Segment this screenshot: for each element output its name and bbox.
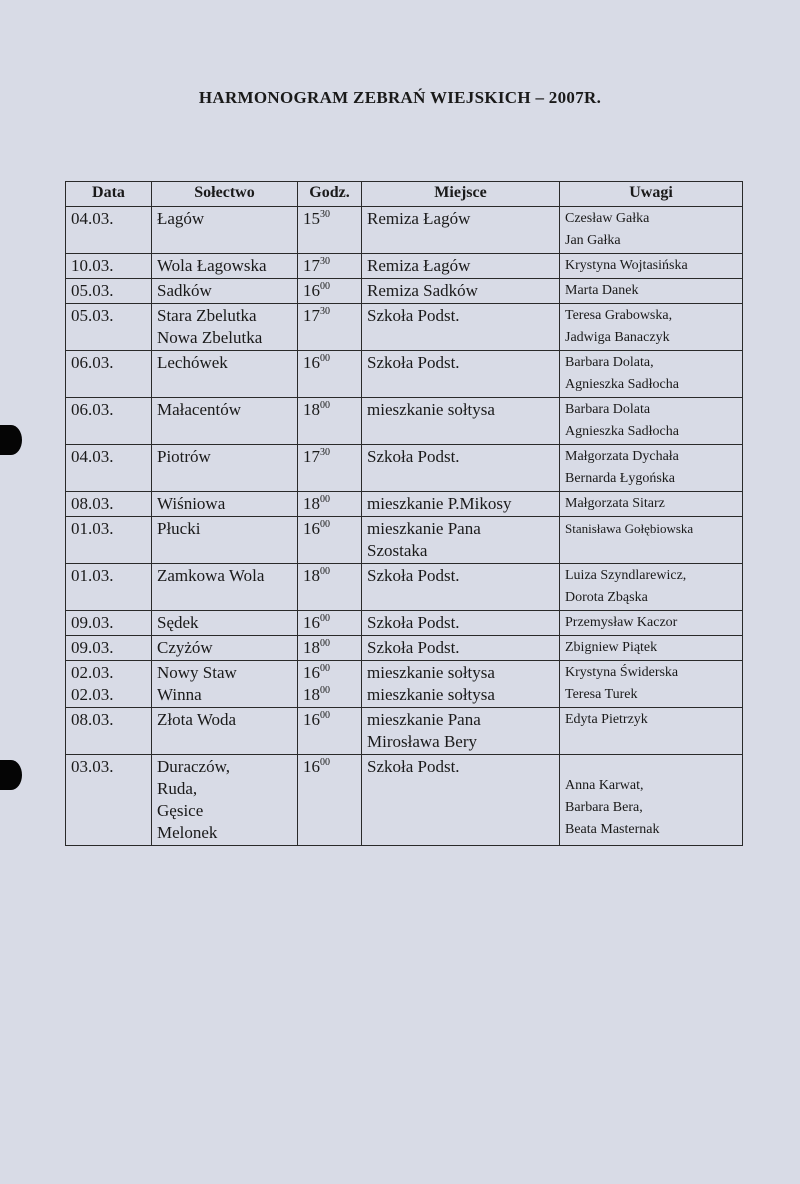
header-date: Data [66,182,152,207]
village-cell-line: Płucki [157,519,201,538]
notes-cell-line: Przemysław Kaczor [565,615,678,630]
meeting-schedule-table [65,181,743,846]
village-cell-line: Nowa Zbelutka [157,328,263,347]
village-cell-line: Duraczów, [157,757,230,776]
time-value: $18^{00}$ [303,638,330,657]
notes-cell-line: Barbara Dolata [565,402,651,417]
village-cell [152,207,298,254]
place-cell [362,207,560,254]
time-cell [298,517,362,564]
place-cell [362,304,560,351]
village-cell [152,279,298,304]
place-cell [362,708,560,755]
village-cell [152,304,298,351]
place-cell-line: Szkoła Podst. [367,613,460,632]
place-cell-line: Remiza Łagów [367,209,471,228]
date-cell-line: 08.03. [71,710,114,729]
time-value: $17^{30}$ [303,447,330,466]
time-cell [298,492,362,517]
date-cell [66,279,152,304]
notes-cell-line: Dorota Zbąska [565,590,648,605]
date-cell [66,611,152,636]
village-cell [152,351,298,398]
notes-cell-line: Bernarda Łygońska [565,471,676,486]
notes-cell-line: Małgorzata Sitarz [565,496,665,511]
village-cell-line: Melonek [157,823,218,842]
date-cell-line: 09.03. [71,638,114,657]
time-value: $16^{00}$ [303,613,330,632]
time-value: $18^{00}$ [303,566,330,585]
time-cell [298,564,362,611]
notes-cell [560,304,743,351]
place-cell-line: Szkoła Podst. [367,353,460,372]
notes-cell-line: Teresa Grabowska, [565,308,673,323]
village-cell [152,398,298,445]
date-cell-line: 01.03. [71,519,114,538]
notes-cell [560,492,743,517]
date-cell-line: 04.03. [71,209,114,228]
notes-cell-line: Anna Karwat, [565,778,644,793]
notes-cell-line: Stanisława Gołębiowska [565,521,694,536]
place-cell-line: Szostaka [367,541,428,560]
village-cell [152,611,298,636]
village-cell-line: Piotrów [157,447,211,466]
table-header-row [66,182,743,207]
table-row [66,351,743,398]
village-cell-line: Nowy Staw [157,663,237,682]
place-cell [362,661,560,708]
village-cell [152,661,298,708]
header-village: Sołectwo [152,182,298,207]
time-value: $16^{00}$ [303,757,330,776]
place-cell [362,351,560,398]
header-notes: Uwagi [560,182,743,207]
time-value: $17^{30}$ [303,306,330,325]
time-value: $18^{00}$ [303,494,330,513]
date-cell [66,564,152,611]
notes-cell-line: Jan Gałka [565,233,621,248]
time-cell [298,254,362,279]
village-cell-line: Sędek [157,613,199,632]
notes-cell-line: Agnieszka Sadłocha [565,377,679,392]
village-cell-line: Lechówek [157,353,228,372]
place-cell-line: Remiza Łagów [367,256,471,275]
notes-cell-line: Jadwiga Banaczyk [565,330,670,345]
date-cell [66,445,152,492]
place-cell [362,279,560,304]
place-cell-line: mieszkanie Pana [367,710,481,729]
notes-cell-line: Krystyna Wojtasińska [565,258,688,273]
place-cell [362,445,560,492]
table-row [66,517,743,564]
village-cell [152,755,298,846]
date-cell-line: 06.03. [71,353,114,372]
time-cell [298,304,362,351]
village-cell-line: Stara Zbelutka [157,306,257,325]
time-value: $18^{00}$ [303,685,330,704]
date-cell-line: 08.03. [71,494,114,513]
date-cell-line: 05.03. [71,281,114,300]
table-row [66,279,743,304]
village-cell-line: Gęsice [157,801,204,820]
village-cell [152,445,298,492]
document-title: HARMONOGRAM ZEBRAŃ WIEJSKICH – 2007R. [198,88,602,107]
notes-cell-line: Teresa Turek [565,687,638,702]
place-cell-line: Szkoła Podst. [367,306,460,325]
notes-cell [560,445,743,492]
date-cell-line: 10.03. [71,256,114,275]
village-cell [152,254,298,279]
village-cell-line: Zamkowa Wola [157,566,265,585]
place-cell-line: Remiza Sadków [367,281,478,300]
village-cell-line: Złota Woda [157,710,237,729]
notes-cell [560,636,743,661]
village-cell-line: Czyżów [157,638,213,657]
place-cell [362,517,560,564]
date-cell [66,254,152,279]
date-cell-line: 09.03. [71,613,114,632]
notes-cell [560,207,743,254]
table-row [66,708,743,755]
time-cell [298,351,362,398]
notes-cell [560,708,743,755]
date-cell [66,636,152,661]
notes-cell-line: Krystyna Świderska [565,665,679,680]
place-cell [362,398,560,445]
time-cell [298,207,362,254]
place-cell [362,492,560,517]
date-cell-line: 06.03. [71,400,114,419]
table-row [66,636,743,661]
header-time: Godz. [298,182,362,207]
time-cell [298,661,362,708]
date-cell-line: 05.03. [71,306,114,325]
time-value: $16^{00}$ [303,663,330,682]
notes-cell [560,254,743,279]
time-cell [298,708,362,755]
date-cell [66,661,152,708]
date-cell-line: 01.03. [71,566,114,585]
place-cell-line: mieszkanie sołtysa [367,663,495,682]
place-cell-line: Mirosława Bery [367,732,478,751]
time-cell [298,611,362,636]
place-cell [362,254,560,279]
village-cell [152,636,298,661]
village-cell-line: Wiśniowa [157,494,226,513]
village-cell-line: Łagów [157,209,205,228]
date-cell [66,398,152,445]
notes-cell-line: Zbigniew Piątek [565,640,658,655]
notes-cell-line: Beata Masternak [565,822,660,837]
date-cell [66,708,152,755]
village-cell-line: Sadków [157,281,212,300]
village-cell-line: Małacentów [157,400,242,419]
village-cell-line: Ruda, [157,779,198,798]
time-value: $15^{30}$ [303,209,330,228]
place-cell-line: mieszkanie sołtysa [367,685,495,704]
notes-cell-line: Marta Danek [565,283,639,298]
time-value: $16^{00}$ [303,353,330,372]
place-cell [362,564,560,611]
place-cell-line: mieszkanie sołtysa [367,400,495,419]
village-cell [152,492,298,517]
place-cell-line: Szkoła Podst. [367,757,460,776]
header-place: Miejsce [362,182,560,207]
date-cell [66,207,152,254]
notes-cell-line: Małgorzata Dychała [565,449,679,464]
date-cell [66,304,152,351]
notes-cell-line: Agnieszka Sadłocha [565,424,679,439]
time-cell [298,636,362,661]
time-cell [298,398,362,445]
notes-cell [560,755,743,846]
date-cell [66,351,152,398]
notes-cell [560,398,743,445]
notes-cell-line: Barbara Dolata, [565,355,654,370]
time-value: $16^{00}$ [303,519,330,538]
time-cell [298,755,362,846]
place-cell-line: Szkoła Podst. [367,447,460,466]
date-cell-line: 04.03. [71,447,114,466]
date-cell-line: 02.03. [71,685,114,704]
village-cell [152,564,298,611]
notes-cell [560,661,743,708]
table-row [66,207,743,254]
date-cell [66,517,152,564]
notes-cell [560,351,743,398]
table-row [66,564,743,611]
place-cell [362,636,560,661]
date-cell-line: 02.03. [71,663,114,682]
notes-cell-line: Luiza Szyndlarewicz, [565,568,687,583]
punch-hole [0,425,22,455]
village-cell-line: Wola Łagowska [157,256,267,275]
place-cell-line: mieszkanie P.Mikosy [367,494,512,513]
table-row [66,304,743,351]
place-cell-line: Szkoła Podst. [367,638,460,657]
village-cell-line: Winna [157,685,202,704]
place-cell [362,755,560,846]
place-cell [362,611,560,636]
time-cell [298,445,362,492]
village-cell [152,708,298,755]
notes-cell-line: Barbara Bera, [565,800,643,815]
time-cell [298,279,362,304]
notes-cell [560,279,743,304]
table-row [66,661,743,708]
date-cell-line: 03.03. [71,757,114,776]
date-cell [66,492,152,517]
village-cell [152,517,298,564]
table-row [66,398,743,445]
table-row [66,254,743,279]
notes-cell [560,564,743,611]
table-row [66,492,743,517]
table-row [66,755,743,846]
table-row [66,611,743,636]
time-value: $18^{00}$ [303,400,330,419]
notes-cell [560,517,743,564]
punch-hole [0,760,22,790]
time-value: $17^{30}$ [303,256,330,275]
table-row [66,445,743,492]
notes-cell-line: Czesław Gałka [565,211,650,226]
time-value: $16^{00}$ [303,710,330,729]
date-cell [66,755,152,846]
place-cell-line: Szkoła Podst. [367,566,460,585]
notes-cell [560,611,743,636]
place-cell-line: mieszkanie Pana [367,519,481,538]
time-value: $16^{00}$ [303,281,330,300]
notes-cell-line: Edyta Pietrzyk [565,712,648,727]
